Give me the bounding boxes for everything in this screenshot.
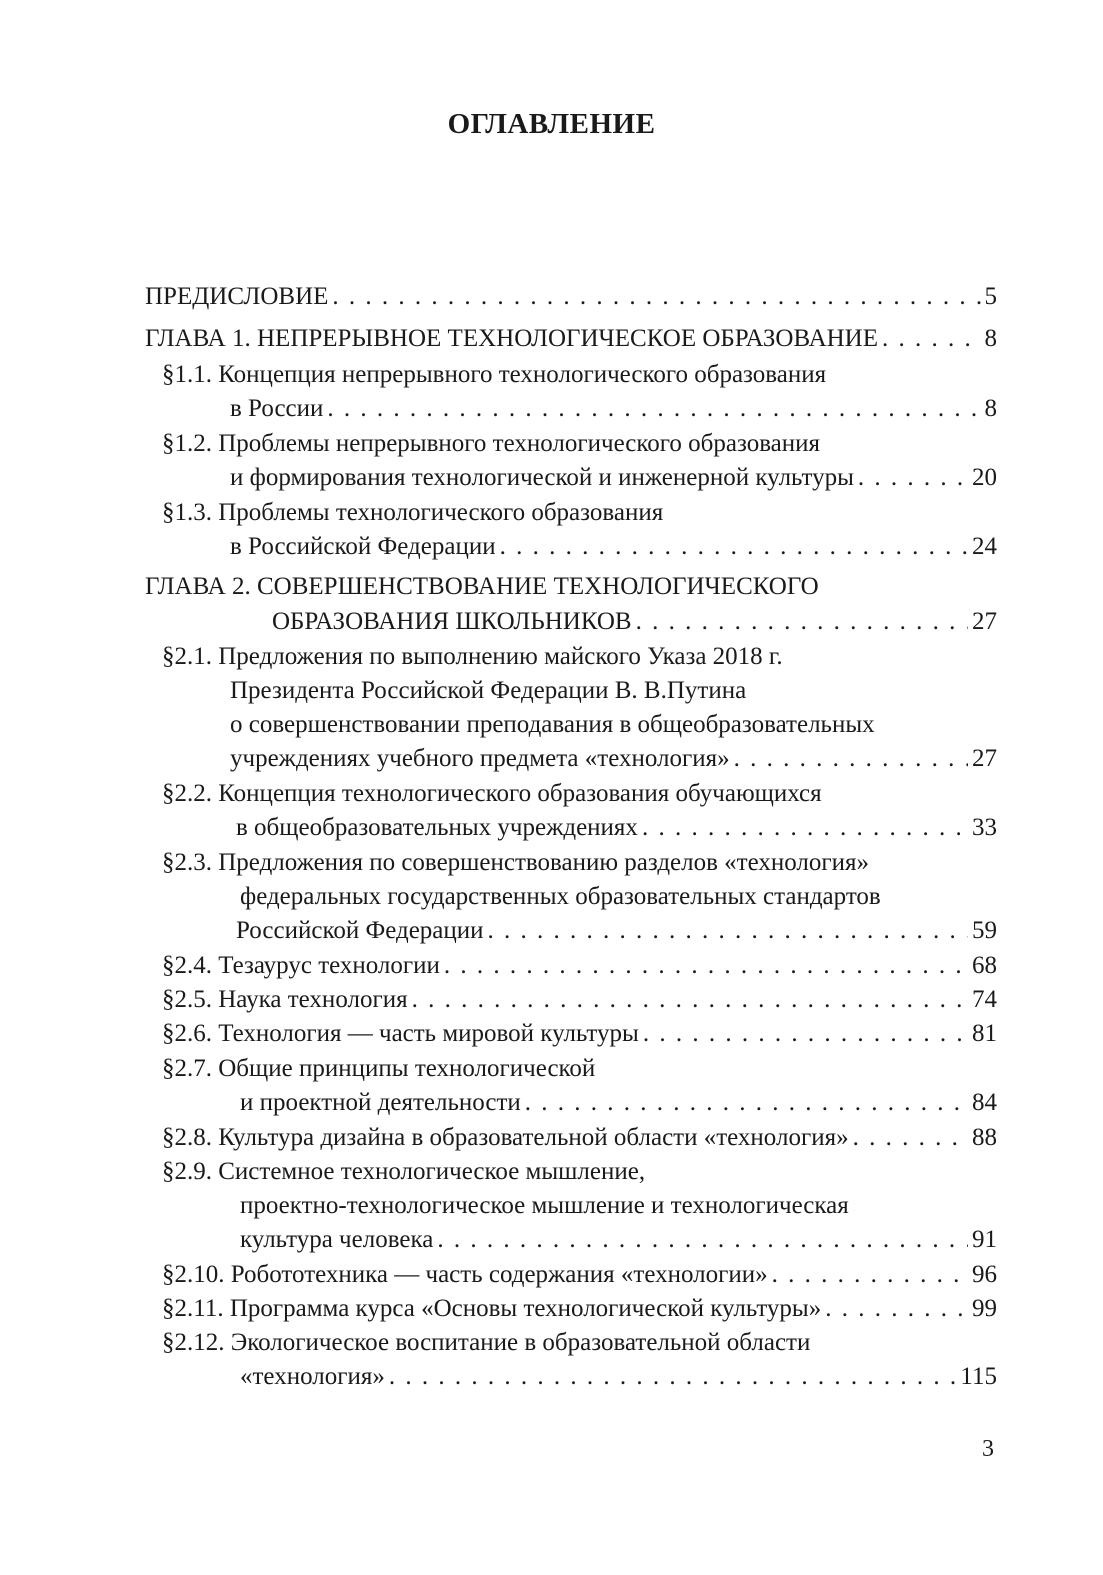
toc-entry-2-1-line3[interactable]: о совершенствовании преподавания в общеобразовательных: [230, 711, 875, 738]
toc-page-number: 24: [972, 533, 997, 560]
toc-page-number: 33: [972, 814, 997, 841]
leader-dots: [500, 530, 968, 564]
toc-entry-chapter-1[interactable]: [145, 322, 997, 356]
toc-entry-title: ГЛАВА 1. НЕПРЕРЫВНОЕ ТЕХНОЛОГИЧЕСКОЕ ОБРАЗОВАНИЕ: [145, 325, 879, 352]
toc-page-number: 8: [984, 395, 997, 422]
leader-dots: [882, 322, 980, 356]
toc-entry-1-1[interactable]: [230, 392, 997, 426]
leader-dots: [412, 983, 968, 1017]
toc-entry-1-1-line1[interactable]: §1.1. Концепция непрерывного технологического образования: [162, 361, 827, 388]
toc-entry-2-9[interactable]: [240, 1223, 997, 1257]
toc-page-number: 8: [984, 325, 997, 352]
toc-page-number: 74: [972, 986, 997, 1013]
leader-dots: [389, 1360, 957, 1394]
toc-entry-2-12-line1[interactable]: §2.12. Экологическое воспитание в образовательной области: [162, 1329, 811, 1356]
toc-page-number: 68: [972, 952, 997, 979]
toc-entry-title: §2.8. Культура дизайна в образовательной области «технология»: [162, 1124, 849, 1151]
toc-entry-1-2[interactable]: [230, 461, 997, 495]
toc-entry-title: в общеобразовательных учреждениях: [236, 814, 638, 841]
toc-entry-2-6[interactable]: [162, 1017, 997, 1051]
toc-page-number: 91: [972, 1226, 997, 1253]
toc-entry-title: §2.4. Тезаурус технологии: [162, 952, 440, 979]
toc-entry-1-3[interactable]: [230, 530, 997, 564]
toc-entry-chapter-2-line1[interactable]: ГЛАВА 2. СОВЕРШЕНСТВОВАНИЕ ТЕХНОЛОГИЧЕСКОГО: [145, 573, 819, 600]
leader-dots: [853, 1121, 968, 1155]
toc-entry-2-4[interactable]: [162, 949, 997, 983]
leader-dots: [525, 1086, 968, 1120]
leader-dots: [825, 1292, 968, 1326]
toc-entry-2-3-line1[interactable]: §2.3. Предложения по совершенствованию разделов «технология»: [162, 849, 870, 876]
toc-page-number: 20: [972, 464, 997, 491]
toc-entry-2-9-line2[interactable]: проектно-технологическое мышление и технологическая: [240, 1192, 849, 1219]
toc-entry-1-3-line1[interactable]: §1.3. Проблемы технологического образования: [162, 499, 664, 526]
toc-entry-chapter-2[interactable]: [272, 605, 997, 639]
toc-page-number: 115: [960, 1363, 997, 1390]
toc-entry-2-5[interactable]: [162, 983, 997, 1017]
leader-dots: [734, 742, 968, 776]
toc-page-number: 88: [972, 1124, 997, 1151]
toc-entry-title: ОБРАЗОВАНИЯ ШКОЛЬНИКОВ: [272, 608, 632, 635]
toc-entry-title: культура человека: [240, 1226, 434, 1253]
page-title: ОГЛАВЛЕНИЕ: [447, 108, 656, 140]
toc-entry-2-2-line1[interactable]: §2.2. Концепция технологического образования обучающихся: [162, 780, 822, 807]
leader-dots: [444, 949, 968, 983]
leader-dots: [488, 914, 968, 948]
toc-entry-2-3[interactable]: [236, 914, 997, 948]
toc-page-number: 27: [972, 608, 997, 635]
leader-dots: [772, 1258, 968, 1292]
toc-entry-2-1-line2[interactable]: Президента Российской Федерации В. В.Путина: [230, 677, 747, 704]
leader-dots: [858, 461, 968, 495]
toc-entry-title: §2.6. Технология — часть мировой культуры: [162, 1020, 639, 1047]
toc-entry-title: и проектной деятельности: [240, 1089, 521, 1116]
toc-entry-2-7-line1[interactable]: §2.7. Общие принципы технологической: [162, 1055, 596, 1082]
toc-entry-title: §2.11. Программа курса «Основы технологической культуры»: [162, 1295, 822, 1322]
leader-dots: [437, 1223, 968, 1257]
page-number: 3: [982, 1436, 994, 1462]
toc-entry-2-7[interactable]: [240, 1086, 997, 1120]
toc-entry-2-9-line1[interactable]: §2.9. Системное технологическое мышление,: [162, 1158, 646, 1185]
toc-page-number: 99: [972, 1295, 997, 1322]
toc-page-number: 81: [972, 1020, 997, 1047]
toc-entry-2-8[interactable]: [162, 1121, 997, 1155]
toc-page-number: 84: [972, 1089, 997, 1116]
toc-page-number: 5: [984, 283, 997, 310]
toc-entry-title: §2.5. Наука технология: [162, 986, 408, 1013]
leader-dots: [332, 280, 980, 314]
toc-page-number: 59: [972, 917, 997, 944]
toc-entry-2-3-line2[interactable]: федеральных государственных образовательных стандартов: [240, 883, 881, 910]
leader-dots: [643, 1017, 968, 1051]
leader-dots: [636, 605, 968, 639]
toc-entry-title: Российской Федерации: [236, 917, 484, 944]
toc-entry-2-10[interactable]: [162, 1258, 997, 1292]
toc-entry-2-12[interactable]: [240, 1360, 997, 1394]
toc-entry-title: учреждениях учебного предмета «технология»: [230, 745, 730, 772]
toc-entry-title: и формирования технологической и инженерной культуры: [230, 464, 854, 491]
leader-dots: [327, 392, 980, 426]
toc-entry-title: ПРЕДИСЛОВИЕ: [145, 283, 329, 310]
toc-entry-title: «технология»: [240, 1363, 385, 1390]
toc-entry-title: §2.10. Робототехника — часть содержания «технологии»: [162, 1261, 768, 1288]
toc-entry-title: в России: [230, 395, 324, 422]
leader-dots: [642, 811, 968, 845]
toc-page-number: 96: [972, 1261, 997, 1288]
toc-entry-1-2-line1[interactable]: §1.2. Проблемы непрерывного технологического образования: [162, 430, 821, 457]
toc-entry-2-11[interactable]: [162, 1292, 997, 1326]
toc-entry-2-1-line1[interactable]: §2.1. Предложения по выполнению майского Указа 2018 г.: [162, 643, 783, 670]
toc-entry-2-2[interactable]: [236, 811, 997, 845]
toc-entry-preface[interactable]: [145, 280, 997, 314]
toc-page-number: 27: [972, 745, 997, 772]
toc-entry-2-1[interactable]: [230, 742, 997, 776]
toc-entry-title: в Российской Федерации: [230, 533, 496, 560]
